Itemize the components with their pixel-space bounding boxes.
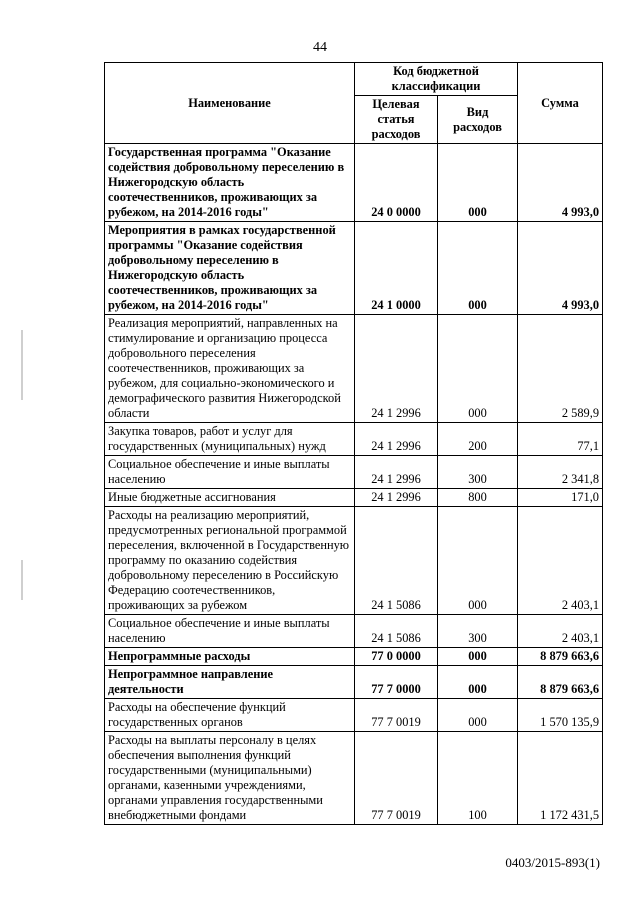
header-name: Наименование	[105, 63, 355, 144]
row-sum: 2 403,1	[518, 615, 603, 648]
row-name: Непрограммные расходы	[105, 648, 355, 666]
row-expense-kind: 800	[438, 489, 518, 507]
row-expense-kind: 000	[438, 666, 518, 699]
table-row	[105, 144, 603, 222]
row-sum: 171,0	[518, 489, 603, 507]
row-sum: 4 993,0	[518, 144, 603, 222]
row-target-article: 24 1 2996	[355, 315, 438, 423]
row-target-article: 77 7 0000	[355, 666, 438, 699]
table-row	[105, 315, 603, 423]
document-code: 0403/2015-893(1)	[505, 855, 600, 870]
binding-margin-mark	[21, 560, 23, 600]
row-expense-kind: 000	[438, 507, 518, 615]
table-row	[105, 423, 603, 456]
row-name: Реализация мероприятий, направленных на стимулирование и организацию процесса добровольного переселения соотечественников, проживающих за рубежом, для социально-экономического и демографического развития Нижегородской области	[105, 315, 355, 423]
row-expense-kind: 000	[438, 222, 518, 315]
row-target-article: 24 1 5086	[355, 507, 438, 615]
row-target-article: 77 7 0019	[355, 732, 438, 825]
row-sum: 2 589,9	[518, 315, 603, 423]
row-name: Государственная программа "Оказание содействия добровольному переселению в Нижегородскую область соотечественников, проживающих за рубежом, на 2014-2016 годы"	[105, 144, 355, 222]
header-sum: Сумма	[518, 63, 603, 144]
row-name: Расходы на реализацию мероприятий, предусмотренных региональной программой переселения, включенной в Государственную программу по оказанию содействия добровольному переселению в Российскую Федерацию соотечественников, проживающих за рубежом	[105, 507, 355, 615]
row-sum: 1 172 431,5	[518, 732, 603, 825]
row-expense-kind: 300	[438, 456, 518, 489]
row-expense-kind: 000	[438, 315, 518, 423]
row-target-article: 24 1 2996	[355, 456, 438, 489]
header-target-article: Целевая статья расходов	[355, 96, 438, 144]
row-name: Социальное обеспечение и иные выплаты населению	[105, 615, 355, 648]
row-name: Закупка товаров, работ и услуг для государственных (муниципальных) нужд	[105, 423, 355, 456]
row-target-article: 24 1 0000	[355, 222, 438, 315]
table-row	[105, 507, 603, 615]
row-name: Социальное обеспечение и иные выплаты населению	[105, 456, 355, 489]
row-target-article: 24 1 5086	[355, 615, 438, 648]
page-number: 44	[313, 40, 327, 55]
row-expense-kind: 300	[438, 615, 518, 648]
row-target-article: 24 0 0000	[355, 144, 438, 222]
table-row	[105, 222, 603, 315]
row-sum: 1 570 135,9	[518, 699, 603, 732]
row-sum: 8 879 663,6	[518, 648, 603, 666]
row-name: Мероприятия в рамках государственной программы "Оказание содействия добровольному переселению в Нижегородскую область соотечественников, проживающих за рубежом, на 2014-2016 годы"	[105, 222, 355, 315]
binding-margin-mark	[21, 330, 23, 400]
row-name: Иные бюджетные ассигнования	[105, 489, 355, 507]
row-target-article: 77 0 0000	[355, 648, 438, 666]
table-row	[105, 732, 603, 825]
row-expense-kind: 100	[438, 732, 518, 825]
budget-table	[104, 62, 603, 825]
table-row	[105, 615, 603, 648]
table-row	[105, 456, 603, 489]
row-sum: 4 993,0	[518, 222, 603, 315]
table-row	[105, 489, 603, 507]
row-name: Непрограммное направление деятельности	[105, 666, 355, 699]
row-target-article: 24 1 2996	[355, 423, 438, 456]
row-sum: 2 403,1	[518, 507, 603, 615]
row-expense-kind: 000	[438, 699, 518, 732]
row-sum: 2 341,8	[518, 456, 603, 489]
header-expense-kind: Вид расходов	[438, 96, 518, 144]
row-target-article: 77 7 0019	[355, 699, 438, 732]
row-name: Расходы на обеспечение функций государственных органов	[105, 699, 355, 732]
table-row	[105, 666, 603, 699]
row-target-article: 24 1 2996	[355, 489, 438, 507]
table-row	[105, 699, 603, 732]
header-classification: Код бюджетной классификации	[355, 63, 518, 96]
row-expense-kind: 200	[438, 423, 518, 456]
table-body	[105, 144, 603, 825]
table-row	[105, 648, 603, 666]
row-expense-kind: 000	[438, 648, 518, 666]
row-sum: 77,1	[518, 423, 603, 456]
row-name: Расходы на выплаты персоналу в целях обеспечения выполнения функций государственными (муниципальными) органами, казенными учреждениями, органами управления государственными внебюджетными фондами	[105, 732, 355, 825]
row-sum: 8 879 663,6	[518, 666, 603, 699]
row-expense-kind: 000	[438, 144, 518, 222]
